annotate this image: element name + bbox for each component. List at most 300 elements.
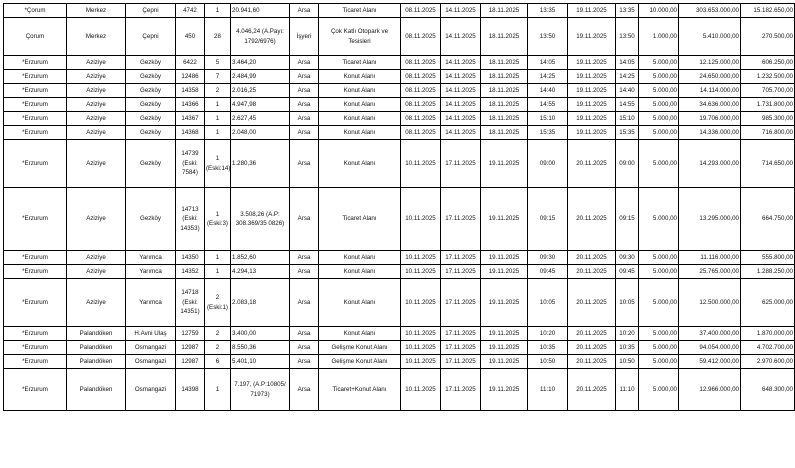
cell-alan: 2.627,45 — [231, 112, 290, 126]
cell-mahalle: Osmangazi — [126, 369, 176, 411]
cell-teminat: 17.11.2025 — [441, 279, 481, 327]
cell-gecici: 1.232.500,00 — [741, 70, 795, 84]
cell-nitelik: Arsa — [290, 84, 319, 98]
cell-nitelik: Arsa — [290, 56, 319, 70]
cell-bedel: 5.000,00 — [639, 98, 679, 112]
cell-bedel: 1.000,00 — [639, 18, 679, 56]
cell-ihale: 19.11.2025 — [481, 369, 528, 411]
cell-parsel: 1 — [205, 369, 231, 411]
cell-saat1: 09:00 — [528, 140, 568, 188]
cell-muhammen: 5.410.000,00 — [679, 18, 741, 56]
cell-tarih2: 20.11.2025 — [568, 341, 616, 355]
land-auction-table — [3, 3, 795, 411]
cell-imar: Konut Alanı — [319, 251, 401, 265]
cell-parsel: 1 — [205, 4, 231, 18]
cell-nitelik: Arsa — [290, 355, 319, 369]
cell-mahalle: Gezköy — [126, 188, 176, 251]
cell-ilce: Aziziye — [67, 56, 126, 70]
cell-nitelik: Arsa — [290, 251, 319, 265]
cell-ada: 14350 — [176, 251, 205, 265]
cell-tarih2: 20.11.2025 — [568, 265, 616, 279]
cell-alan: 2.048,00 — [231, 126, 290, 140]
cell-teminat: 17.11.2025 — [441, 341, 481, 355]
cell-gecici: 4.702.700,00 — [741, 341, 795, 355]
cell-ilan: 10.11.2025 — [401, 279, 441, 327]
cell-muhammen: 37.400.000,00 — [679, 327, 741, 341]
cell-parsel: 2 — [205, 84, 231, 98]
cell-mahalle: Çepni — [126, 18, 176, 56]
cell-muhammen: 14.114.000,00 — [679, 84, 741, 98]
cell-ihale: 18.11.2025 — [481, 70, 528, 84]
cell-ada: 14367 — [176, 112, 205, 126]
cell-mahalle: Yarımca — [126, 265, 176, 279]
cell-gecici: 648.300,00 — [741, 369, 795, 411]
cell-alan: 3.508,26 (A.P: 308.369/35 0826) — [231, 188, 290, 251]
cell-nitelik: Arsa — [290, 140, 319, 188]
cell-saat2: 09:45 — [616, 265, 639, 279]
cell-ihale: 18.11.2025 — [481, 112, 528, 126]
cell-tarih2: 19.11.2025 — [568, 112, 616, 126]
cell-nitelik: Arsa — [290, 112, 319, 126]
cell-mahalle: Çepni — [126, 4, 176, 18]
cell-saat2: 13:35 — [616, 4, 639, 18]
cell-ada: 4742 — [176, 4, 205, 18]
cell-bedel: 5.000,00 — [639, 279, 679, 327]
table-row — [4, 112, 795, 126]
cell-ilan: 08.11.2025 — [401, 56, 441, 70]
cell-ilce: Merkez — [67, 18, 126, 56]
cell-ilce: Aziziye — [67, 98, 126, 112]
cell-bedel: 5.000,00 — [639, 56, 679, 70]
cell-parsel: 1 — [205, 265, 231, 279]
table-row — [4, 327, 795, 341]
cell-alan: 20.941,60 — [231, 4, 290, 18]
cell-muhammen: 13.295.000,00 — [679, 188, 741, 251]
cell-mahalle: Osmangazi — [126, 355, 176, 369]
cell-muhammen: 11.116.000,00 — [679, 251, 741, 265]
cell-il: *Erzurum — [4, 341, 67, 355]
cell-alan: 2.484,99 — [231, 70, 290, 84]
cell-saat1: 15:35 — [528, 126, 568, 140]
cell-saat2: 14:25 — [616, 70, 639, 84]
cell-ihale: 18.11.2025 — [481, 18, 528, 56]
cell-ilce: Palandöken — [67, 327, 126, 341]
cell-ada: 14713 (Eski: 14353) — [176, 188, 205, 251]
cell-ada: 12987 — [176, 355, 205, 369]
cell-gecici: 714.650,00 — [741, 140, 795, 188]
cell-tarih2: 20.11.2025 — [568, 251, 616, 265]
cell-alan: 4.046,24 (A.Payı: 1792/6976) — [231, 18, 290, 56]
cell-imar: Ticaret Alanı — [319, 4, 401, 18]
cell-ada: 12486 — [176, 70, 205, 84]
cell-ihale: 19.11.2025 — [481, 341, 528, 355]
cell-muhammen: 19.706.000,00 — [679, 112, 741, 126]
cell-tarih2: 19.11.2025 — [568, 4, 616, 18]
cell-saat1: 10:35 — [528, 341, 568, 355]
cell-teminat: 14.11.2025 — [441, 18, 481, 56]
cell-alan: 5.401,10 — [231, 355, 290, 369]
table-row — [4, 369, 795, 411]
cell-ihale: 18.11.2025 — [481, 98, 528, 112]
cell-saat2: 09:30 — [616, 251, 639, 265]
cell-nitelik: Arsa — [290, 188, 319, 251]
cell-imar: Konut Alanı — [319, 140, 401, 188]
cell-imar: Ticaret+Konut Alanı — [319, 369, 401, 411]
table-row — [4, 279, 795, 327]
table-row — [4, 251, 795, 265]
cell-teminat: 14.11.2025 — [441, 84, 481, 98]
cell-ihale: 19.11.2025 — [481, 251, 528, 265]
cell-muhammen: 14.336.000,00 — [679, 126, 741, 140]
cell-imar: Konut Alanı — [319, 84, 401, 98]
cell-gecici: 1.288.250,00 — [741, 265, 795, 279]
cell-ihale: 18.11.2025 — [481, 84, 528, 98]
cell-bedel: 5.000,00 — [639, 84, 679, 98]
cell-teminat: 14.11.2025 — [441, 4, 481, 18]
cell-ada: 12987 — [176, 341, 205, 355]
cell-ihale: 18.11.2025 — [481, 126, 528, 140]
cell-imar: Ticaret Alanı — [319, 188, 401, 251]
cell-ihale: 19.11.2025 — [481, 188, 528, 251]
cell-alan: 3.464,20 — [231, 56, 290, 70]
cell-gecici: 1.870.000,00 — [741, 327, 795, 341]
cell-bedel: 5.000,00 — [639, 70, 679, 84]
cell-mahalle: Gezköy — [126, 70, 176, 84]
cell-saat1: 10:50 — [528, 355, 568, 369]
cell-ilce: Aziziye — [67, 112, 126, 126]
cell-teminat: 14.11.2025 — [441, 112, 481, 126]
cell-parsel: 2 — [205, 327, 231, 341]
cell-il: *Erzurum — [4, 112, 67, 126]
cell-gecici: 15.182.650,00 — [741, 4, 795, 18]
cell-imar: Ticaret Alanı — [319, 56, 401, 70]
cell-saat2: 10:05 — [616, 279, 639, 327]
cell-tarih2: 19.11.2025 — [568, 126, 616, 140]
cell-tarih2: 20.11.2025 — [568, 327, 616, 341]
cell-parsel: 2 (Eski:1) — [205, 279, 231, 327]
table-row — [4, 265, 795, 279]
cell-alan: 1.852,60 — [231, 251, 290, 265]
cell-il: *Erzurum — [4, 188, 67, 251]
cell-nitelik: Arsa — [290, 126, 319, 140]
cell-bedel: 5.000,00 — [639, 341, 679, 355]
cell-ihale: 18.11.2025 — [481, 56, 528, 70]
cell-tarih2: 20.11.2025 — [568, 188, 616, 251]
cell-imar: Konut Alanı — [319, 112, 401, 126]
cell-teminat: 17.11.2025 — [441, 140, 481, 188]
cell-imar: Konut Alanı — [319, 279, 401, 327]
cell-saat1: 14:25 — [528, 70, 568, 84]
cell-il: *Erzurum — [4, 355, 67, 369]
cell-nitelik: Arsa — [290, 327, 319, 341]
cell-imar: Gelişme Konut Alanı — [319, 341, 401, 355]
cell-ilan: 10.11.2025 — [401, 265, 441, 279]
cell-il: *Erzurum — [4, 70, 67, 84]
cell-muhammen: 59.412.000,00 — [679, 355, 741, 369]
cell-teminat: 17.11.2025 — [441, 327, 481, 341]
cell-saat1: 09:45 — [528, 265, 568, 279]
cell-saat1: 15:10 — [528, 112, 568, 126]
cell-il: *Çorum — [4, 4, 67, 18]
cell-il: *Erzurum — [4, 98, 67, 112]
cell-saat2: 10:35 — [616, 341, 639, 355]
cell-tarih2: 19.11.2025 — [568, 70, 616, 84]
cell-gecici: 716.800,00 — [741, 126, 795, 140]
cell-saat1: 14:55 — [528, 98, 568, 112]
cell-saat1: 14:05 — [528, 56, 568, 70]
cell-teminat: 14.11.2025 — [441, 70, 481, 84]
cell-gecici: 555.800,00 — [741, 251, 795, 265]
cell-mahalle: Gezköy — [126, 126, 176, 140]
cell-saat2: 15:10 — [616, 112, 639, 126]
cell-il: *Erzurum — [4, 279, 67, 327]
cell-parsel: 1 — [205, 112, 231, 126]
table-row — [4, 341, 795, 355]
cell-bedel: 5.000,00 — [639, 188, 679, 251]
cell-saat1: 11:10 — [528, 369, 568, 411]
cell-il: Çorum — [4, 18, 67, 56]
cell-saat1: 10:20 — [528, 327, 568, 341]
cell-ilce: Palandöken — [67, 341, 126, 355]
cell-ilan: 10.11.2025 — [401, 327, 441, 341]
cell-gecici: 985.300,00 — [741, 112, 795, 126]
cell-ilce: Merkez — [67, 4, 126, 18]
cell-tarih2: 19.11.2025 — [568, 56, 616, 70]
cell-ilce: Palandöken — [67, 355, 126, 369]
cell-mahalle: Osmangazi — [126, 341, 176, 355]
cell-parsel: 6 — [205, 355, 231, 369]
cell-ihale: 19.11.2025 — [481, 355, 528, 369]
cell-il: *Erzurum — [4, 369, 67, 411]
cell-il: *Erzurum — [4, 56, 67, 70]
cell-nitelik: Arsa — [290, 265, 319, 279]
cell-saat2: 13:50 — [616, 18, 639, 56]
cell-muhammen: 303.653.000,00 — [679, 4, 741, 18]
cell-ada: 14358 — [176, 84, 205, 98]
cell-saat2: 14:55 — [616, 98, 639, 112]
cell-imar: Konut Alanı — [319, 70, 401, 84]
cell-gecici: 606.250,00 — [741, 56, 795, 70]
cell-saat1: 10:05 — [528, 279, 568, 327]
cell-muhammen: 24.650.000,00 — [679, 70, 741, 84]
table-row — [4, 18, 795, 56]
table-row — [4, 56, 795, 70]
cell-saat1: 09:15 — [528, 188, 568, 251]
cell-parsel: 2 — [205, 341, 231, 355]
cell-ilce: Aziziye — [67, 251, 126, 265]
cell-ilan: 08.11.2025 — [401, 70, 441, 84]
cell-ihale: 19.11.2025 — [481, 279, 528, 327]
cell-gecici: 625.000,00 — [741, 279, 795, 327]
cell-bedel: 5.000,00 — [639, 251, 679, 265]
cell-nitelik: Arsa — [290, 369, 319, 411]
cell-ilan: 10.11.2025 — [401, 355, 441, 369]
cell-nitelik: Arsa — [290, 4, 319, 18]
cell-il: *Erzurum — [4, 265, 67, 279]
cell-ilan: 08.11.2025 — [401, 84, 441, 98]
cell-ada: 6422 — [176, 56, 205, 70]
cell-ilan: 08.11.2025 — [401, 18, 441, 56]
cell-tarih2: 19.11.2025 — [568, 98, 616, 112]
cell-nitelik: Arsa — [290, 98, 319, 112]
cell-ilan: 08.11.2025 — [401, 126, 441, 140]
cell-parsel: 5 — [205, 56, 231, 70]
cell-tarih2: 20.11.2025 — [568, 369, 616, 411]
cell-ihale: 19.11.2025 — [481, 327, 528, 341]
cell-nitelik: Arsa — [290, 70, 319, 84]
cell-saat2: 14:40 — [616, 84, 639, 98]
cell-muhammen: 12.966.000,00 — [679, 369, 741, 411]
cell-ada: 14352 — [176, 265, 205, 279]
cell-il: *Erzurum — [4, 327, 67, 341]
cell-nitelik: İşyeri — [290, 18, 319, 56]
cell-imar: Konut Alanı — [319, 126, 401, 140]
cell-teminat: 17.11.2025 — [441, 265, 481, 279]
cell-saat1: 13:35 — [528, 4, 568, 18]
cell-saat2: 09:15 — [616, 188, 639, 251]
cell-parsel: 28 — [205, 18, 231, 56]
cell-gecici: 1.731.800,00 — [741, 98, 795, 112]
cell-saat2: 14:05 — [616, 56, 639, 70]
cell-alan: 4.294,13 — [231, 265, 290, 279]
cell-bedel: 5.000,00 — [639, 140, 679, 188]
cell-ilce: Aziziye — [67, 126, 126, 140]
cell-parsel: 7 — [205, 70, 231, 84]
cell-mahalle: Gezköy — [126, 140, 176, 188]
cell-gecici: 705.700,00 — [741, 84, 795, 98]
cell-ada: 14366 — [176, 98, 205, 112]
cell-ada: 12759 — [176, 327, 205, 341]
cell-ilce: Aziziye — [67, 84, 126, 98]
cell-parsel: 1 — [205, 251, 231, 265]
cell-imar: Gelişme Konut Alanı — [319, 355, 401, 369]
cell-ilan: 08.11.2025 — [401, 98, 441, 112]
cell-nitelik: Arsa — [290, 279, 319, 327]
cell-alan: 4.947,98 — [231, 98, 290, 112]
cell-imar: Konut Alanı — [319, 98, 401, 112]
table-row — [4, 98, 795, 112]
cell-il: *Erzurum — [4, 126, 67, 140]
cell-alan: 3.400,00 — [231, 327, 290, 341]
cell-saat2: 10:20 — [616, 327, 639, 341]
cell-mahalle: Gezköy — [126, 98, 176, 112]
cell-imar: Konut Alanı — [319, 265, 401, 279]
cell-ihale: 18.11.2025 — [481, 4, 528, 18]
cell-parsel: 1 (Eski:3) — [205, 188, 231, 251]
cell-ilan: 10.11.2025 — [401, 341, 441, 355]
cell-muhammen: 12.500.000,00 — [679, 279, 741, 327]
cell-il: *Erzurum — [4, 84, 67, 98]
cell-saat2: 15:35 — [616, 126, 639, 140]
cell-ilce: Palandöken — [67, 369, 126, 411]
cell-saat2: 11:10 — [616, 369, 639, 411]
cell-parsel: 1 — [205, 98, 231, 112]
cell-tarih2: 19.11.2025 — [568, 84, 616, 98]
cell-saat2: 09:00 — [616, 140, 639, 188]
cell-muhammen: 14.293.000,00 — [679, 140, 741, 188]
cell-bedel: 5.000,00 — [639, 355, 679, 369]
cell-bedel: 5.000,00 — [639, 265, 679, 279]
cell-ihale: 19.11.2025 — [481, 265, 528, 279]
cell-ilce: Aziziye — [67, 140, 126, 188]
cell-gecici: 664.750,00 — [741, 188, 795, 251]
cell-imar: Konut Alanı — [319, 327, 401, 341]
cell-muhammen: 25.765.000,00 — [679, 265, 741, 279]
cell-ilan: 10.11.2025 — [401, 369, 441, 411]
cell-ada: 14398 — [176, 369, 205, 411]
cell-muhammen: 34.636.000,00 — [679, 98, 741, 112]
cell-mahalle: Gezköy — [126, 112, 176, 126]
cell-alan: 1.280,36 — [231, 140, 290, 188]
cell-ilce: Aziziye — [67, 265, 126, 279]
cell-saat1: 09:30 — [528, 251, 568, 265]
cell-alan: 2.016,25 — [231, 84, 290, 98]
cell-il: *Erzurum — [4, 140, 67, 188]
cell-ilan: 10.11.2025 — [401, 188, 441, 251]
cell-alan: 2.083,18 — [231, 279, 290, 327]
cell-teminat: 17.11.2025 — [441, 188, 481, 251]
table-row — [4, 4, 795, 18]
cell-parsel: 1 — [205, 126, 231, 140]
cell-saat2: 10:50 — [616, 355, 639, 369]
table-row — [4, 188, 795, 251]
cell-bedel: 5.000,00 — [639, 126, 679, 140]
cell-alan: 8.550,36 — [231, 341, 290, 355]
cell-teminat: 17.11.2025 — [441, 369, 481, 411]
cell-gecici: 2.970.600,00 — [741, 355, 795, 369]
cell-il: *Erzurum — [4, 251, 67, 265]
cell-teminat: 17.11.2025 — [441, 355, 481, 369]
table-row — [4, 355, 795, 369]
cell-bedel: 5.000,00 — [639, 327, 679, 341]
cell-ilan: 10.11.2025 — [401, 251, 441, 265]
cell-nitelik: Arsa — [290, 341, 319, 355]
cell-bedel: 5.000,00 — [639, 369, 679, 411]
cell-tarih2: 20.11.2025 — [568, 140, 616, 188]
cell-imar: Çok Katlı Otopark ve Tesisleri — [319, 18, 401, 56]
cell-mahalle: H.Avni Ulaş — [126, 327, 176, 341]
cell-muhammen: 12.125.000,00 — [679, 56, 741, 70]
cell-mahalle: Yarımca — [126, 279, 176, 327]
table-row — [4, 70, 795, 84]
cell-teminat: 14.11.2025 — [441, 98, 481, 112]
cell-teminat: 14.11.2025 — [441, 126, 481, 140]
cell-ada: 14739 (Eski: 7584) — [176, 140, 205, 188]
cell-teminat: 14.11.2025 — [441, 56, 481, 70]
cell-gecici: 270.500,00 — [741, 18, 795, 56]
cell-ada: 14368 — [176, 126, 205, 140]
table-row — [4, 140, 795, 188]
cell-ada: 14718 (Eski: 14351) — [176, 279, 205, 327]
cell-tarih2: 20.11.2025 — [568, 355, 616, 369]
table-row — [4, 126, 795, 140]
cell-teminat: 17.11.2025 — [441, 251, 481, 265]
cell-mahalle: Gezköy — [126, 84, 176, 98]
cell-ilan: 08.11.2025 — [401, 112, 441, 126]
cell-saat1: 14:40 — [528, 84, 568, 98]
cell-ilce: Aziziye — [67, 70, 126, 84]
cell-mahalle: Gezköy — [126, 56, 176, 70]
cell-mahalle: Yarımca — [126, 251, 176, 265]
cell-bedel: 5.000,00 — [639, 112, 679, 126]
cell-saat1: 13:50 — [528, 18, 568, 56]
cell-ilan: 10.11.2025 — [401, 140, 441, 188]
table-body — [4, 4, 795, 411]
cell-muhammen: 94.054.000,00 — [679, 341, 741, 355]
cell-tarih2: 20.11.2025 — [568, 279, 616, 327]
cell-ilce: Aziziye — [67, 279, 126, 327]
table-row — [4, 84, 795, 98]
